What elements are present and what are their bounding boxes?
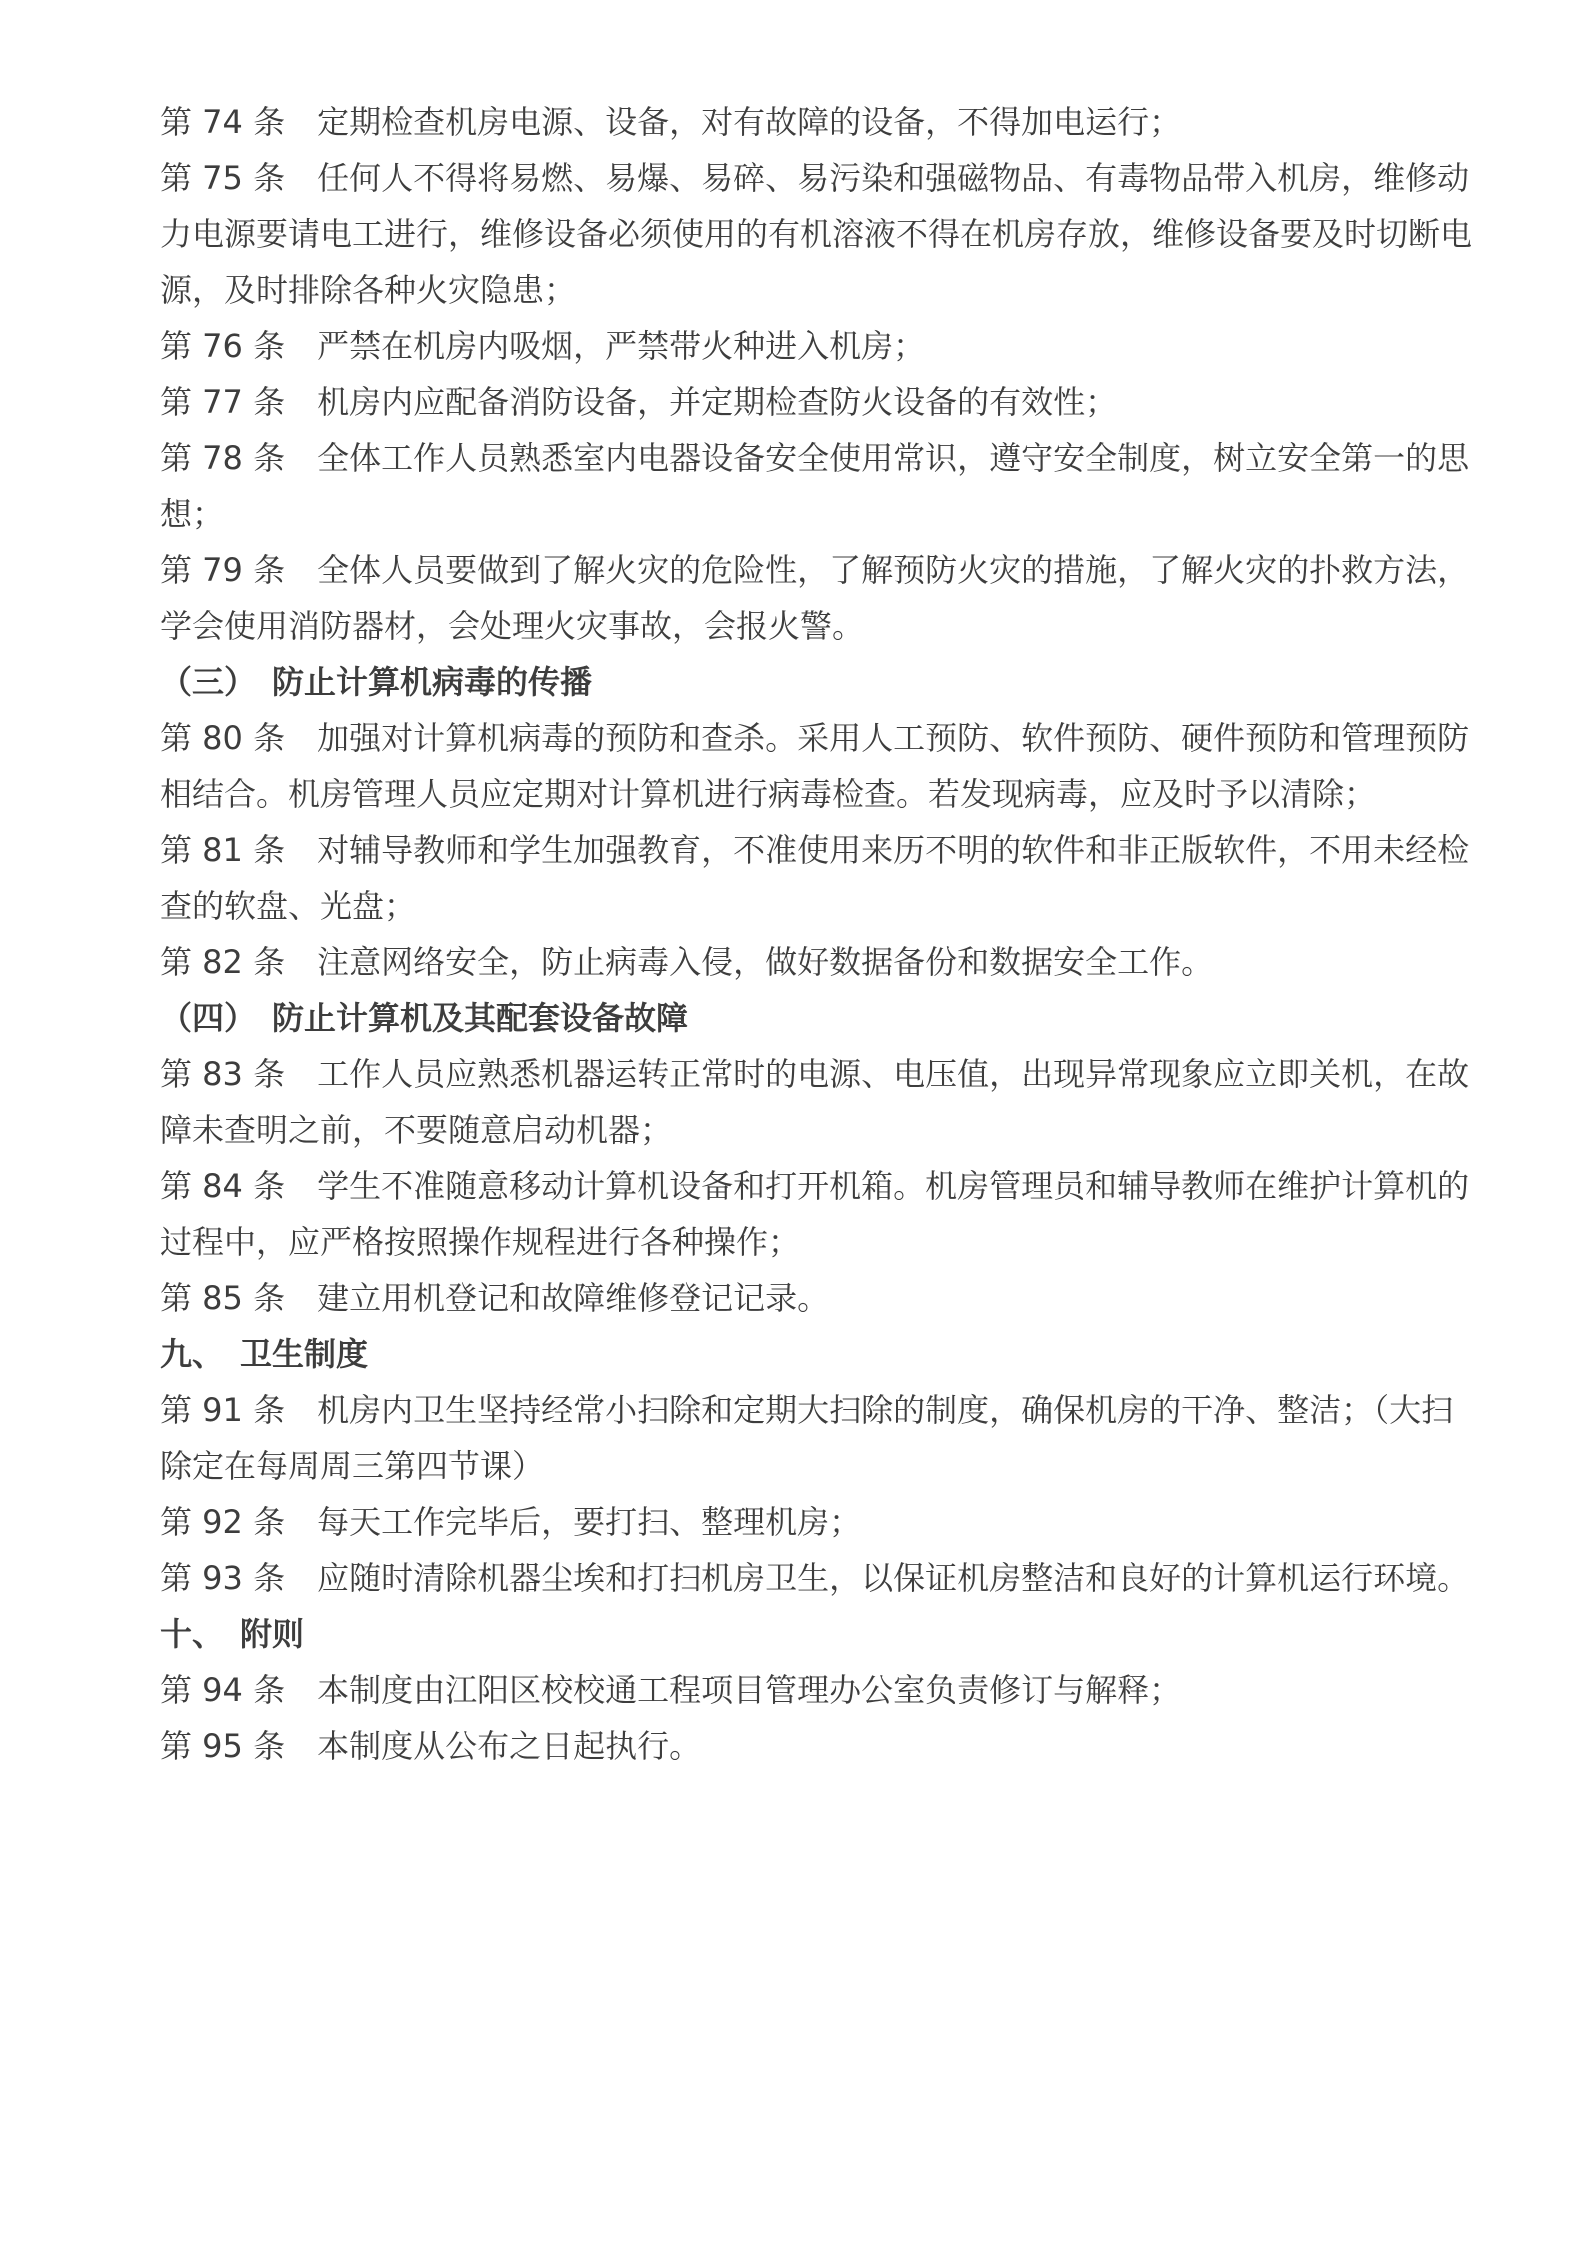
regulation-item: 第 85 条 建立用机登记和故障维修登记记录。 — [160, 1279, 830, 1317]
regulation-item: 第 83 条 工作人员应熟悉机器运转正常时的电源、电压值，出现异常现象应立即关机，在故障未查明之前，不要随意启动机器； — [160, 1055, 1470, 1149]
regulation-item: 第 78 条 全体工作人员熟悉室内电器设备安全使用常识，遵守安全制度，树立安全第一的思想； — [160, 439, 1470, 533]
regulation-item: 第 77 条 机房内应配备消防设备，并定期检查防火设备的有效性； — [160, 383, 1118, 421]
regulation-item: 第 92 条 每天工作完毕后，要打扫、整理机房； — [160, 1503, 862, 1541]
sub-section-heading: （三） 防止计算机病毒的传播 — [160, 663, 593, 701]
section-heading: 十、 附则 — [160, 1615, 305, 1653]
regulation-item: 第 76 条 严禁在机房内吸烟，严禁带火种进入机房； — [160, 327, 926, 365]
regulation-item: 第 84 条 学生不准随意移动计算机设备和打开机箱。机房管理员和辅导教师在维护计算机的过程中，应严格按照操作规程进行各种操作； — [160, 1167, 1470, 1261]
regulation-item: 第 81 条 对辅导教师和学生加强教育，不准使用来历不明的软件和非正版软件，不用未经检查的软盘、光盘； — [160, 831, 1470, 925]
sub-section-heading: （四） 防止计算机及其配套设备故障 — [160, 999, 689, 1037]
document-body — [160, 94, 1476, 1774]
regulation-item: 第 82 条 注意网络安全，防止病毒入侵，做好数据备份和数据安全工作。 — [160, 943, 1214, 981]
section-heading: 九、 卫生制度 — [160, 1335, 369, 1373]
regulation-item: 第 91 条 机房内卫生坚持经常小扫除和定期大扫除的制度，确保机房的干净、整洁；（大扫除定在每周周三第四节课） — [160, 1391, 1454, 1485]
regulation-item: 第 74 条 定期检查机房电源、设备，对有故障的设备，不得加电运行； — [160, 103, 1182, 141]
regulation-item: 第 75 条 任何人不得将易燃、易爆、易碎、易污染和强磁物品、有毒物品带入机房，维修动力电源要请电工进行，维修设备必须使用的有机溶液不得在机房存放，维修设备要及时切断电源，及时排除各种火灾隐患； — [160, 159, 1473, 309]
regulation-item: 第 93 条 应随时清除机器尘埃和打扫机房卫生，以保证机房整洁和良好的计算机运行环境。 — [160, 1559, 1470, 1597]
regulation-item: 第 95 条 本制度从公布之日起执行。 — [160, 1727, 702, 1765]
regulation-item: 第 94 条 本制度由江阳区校校通工程项目管理办公室负责修订与解释； — [160, 1671, 1182, 1709]
regulation-item: 第 80 条 加强对计算机病毒的预防和查杀。采用人工预防、软件预防、硬件预防和管理预防相结合。机房管理人员应定期对计算机进行病毒检查。若发现病毒，应及时予以清除； — [160, 719, 1470, 813]
regulation-item: 第 79 条 全体人员要做到了解火灾的危险性，了解预防火灾的措施，了解火灾的扑救方法，学会使用消防器材，会处理火灾事故，会报火警。 — [160, 551, 1470, 645]
